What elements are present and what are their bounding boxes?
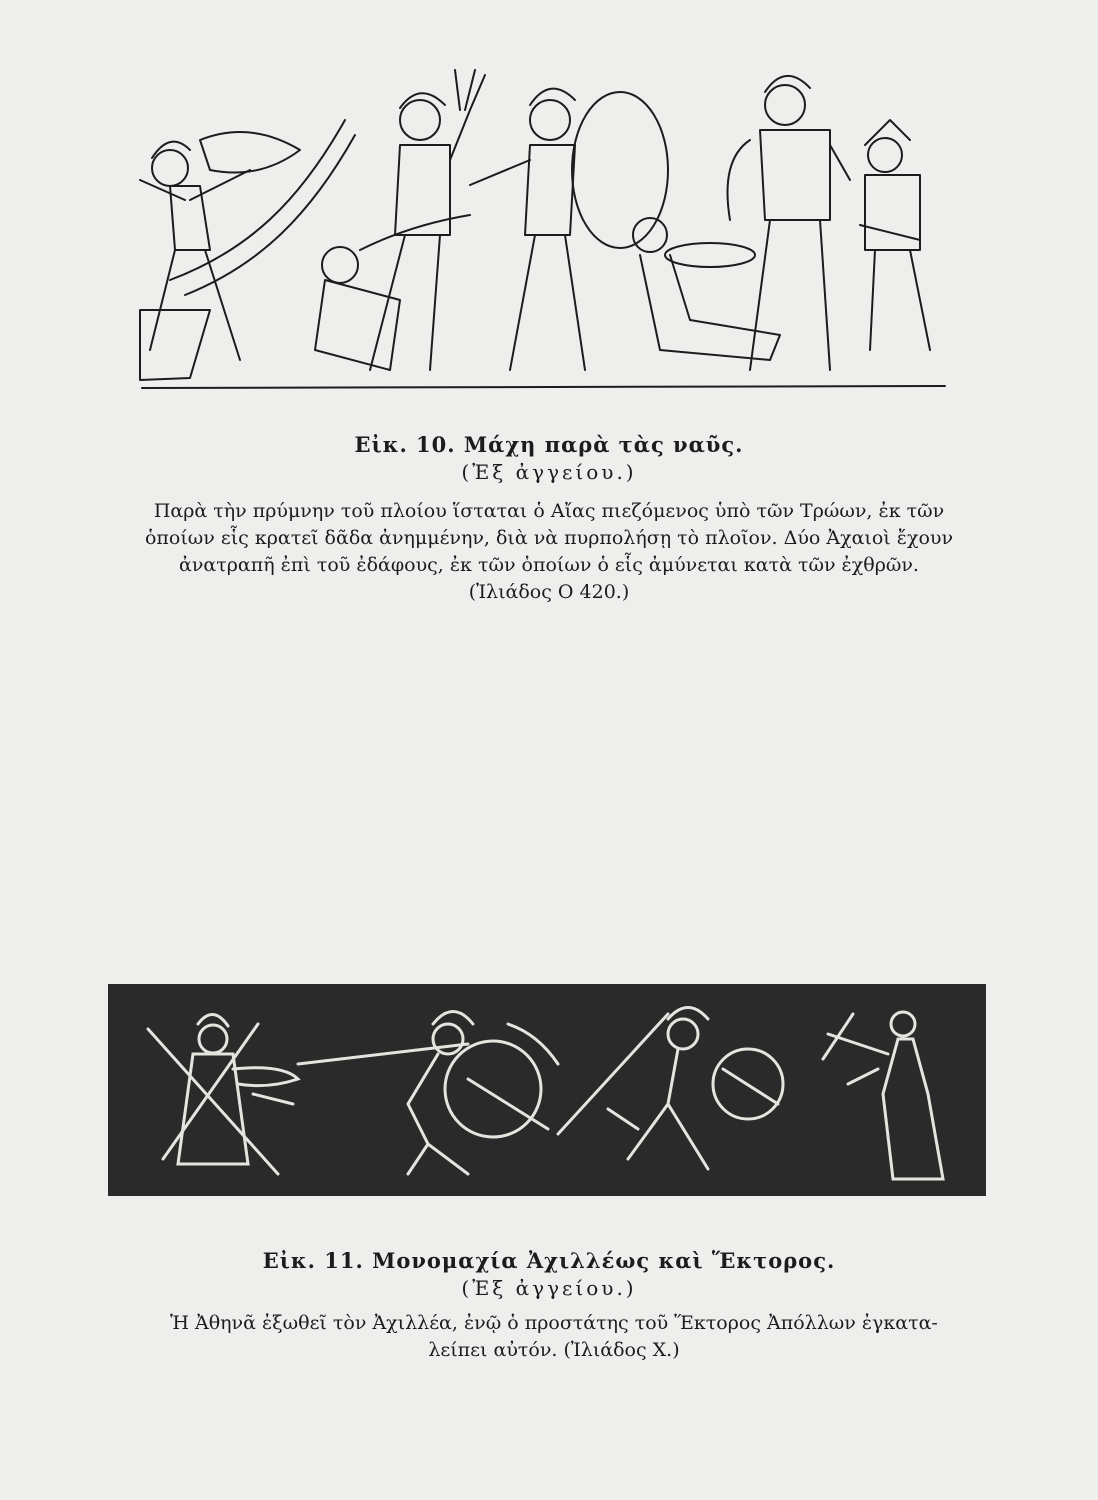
fallen-warrior-left bbox=[315, 215, 470, 370]
figure-10-illustration bbox=[130, 50, 960, 400]
description-line: ὁποίων εἷς κρατεῖ δᾶδα ἀνημμένην, διὰ νὰ πυρπολήσῃ τὸ πλοῖον. Δύο Ἀχαιοὶ ἔχουν bbox=[144, 527, 954, 549]
figure-11-description bbox=[114, 1310, 994, 1364]
figure-11-source: (Ἐξ ἀγγείου.) bbox=[461, 1276, 637, 1300]
ship-prow-curve bbox=[170, 120, 345, 280]
figure-10-description bbox=[104, 498, 994, 606]
description-line: Ἡ Ἀθηνᾶ ἐξωθεῖ τὸν Ἀχιλλέα, ἐνῷ ὁ προστάτης τοῦ Ἕκτορος Ἀπόλλων ἐγκατα- bbox=[170, 1312, 938, 1334]
description-line: λείπει αὐτόν. (Ἰλιάδος Χ.) bbox=[428, 1339, 680, 1361]
figure-10-source: (Ἐξ ἀγγείου.) bbox=[461, 460, 637, 484]
warrior-ajax bbox=[140, 132, 300, 360]
trojan-archer bbox=[860, 120, 930, 350]
description-line: ἀνατραπῆ ἐπὶ τοῦ ἐδάφους, ἐκ τῶν ὁποίων ὁ εἷς ἀμύνεται κατὰ τῶν ἐχθρῶν. bbox=[179, 554, 919, 576]
fallen-warrior-right bbox=[633, 218, 780, 360]
figure-11-illustration bbox=[108, 984, 986, 1196]
warrior-round-shield bbox=[470, 89, 668, 370]
warrior-torchbearer bbox=[370, 70, 485, 370]
warrior-sword bbox=[728, 76, 851, 370]
figure-11-title: Εἰκ. 11. Μονομαχία Ἀχιλλέως καὶ Ἕκτορος. bbox=[262, 1248, 836, 1273]
figure-10-title: Εἰκ. 10. Μάχη παρὰ τὰς ναῦς. bbox=[354, 432, 744, 457]
ground-line bbox=[142, 386, 945, 388]
figure-10-reference: (Ἰλιάδος Ο 420.) bbox=[468, 581, 630, 603]
description-line: Παρὰ τὴν πρύμνην τοῦ πλοίου ἵσταται ὁ Αἴας πιεζόμενος ὑπὸ τῶν Τρώων, ἐκ τῶν bbox=[153, 500, 945, 522]
